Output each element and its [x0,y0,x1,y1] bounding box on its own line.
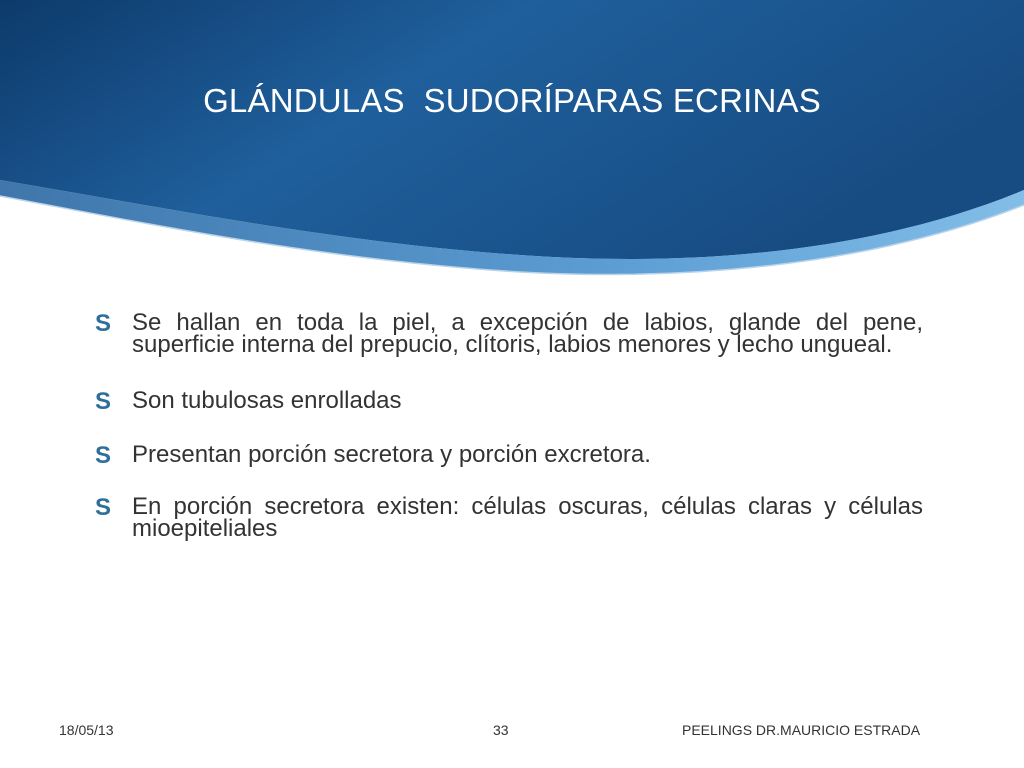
bullet-marker-icon: S [95,442,112,469]
header-background [0,0,1024,300]
bullet-marker-icon: S [95,388,112,415]
bullet-text: Se hallan en toda la piel, a excepción de labios, glande del pene, superficie interna del prepucio, clítoris, labios menores y lecho ungueal. [132,309,923,358]
slide-title: GLÁNDULAS SUDORÍPARAS ECRINAS [203,82,821,119]
bullet-text: Presentan porción secretora y porción excretora. [132,441,651,468]
bullet-marker-icon: S [95,494,112,521]
bullet-list [95,309,923,570]
footer-credit: PEELINGS DR.MAURICIO ESTRADA [682,722,921,738]
footer-page-number: 33 [493,722,509,738]
bullet-text: Son tubulosas enrolladas [132,387,402,414]
bullet-marker-icon: S [95,310,112,337]
bullet-text: En porción secretora existen: células oscuras, células claras y células mioepiteliales [132,493,923,542]
bullet-item [95,387,923,415]
bullet-item [95,441,923,469]
bullet-item [95,309,923,358]
footer-date: 18/05/13 [59,722,114,738]
bullet-item [95,493,923,542]
